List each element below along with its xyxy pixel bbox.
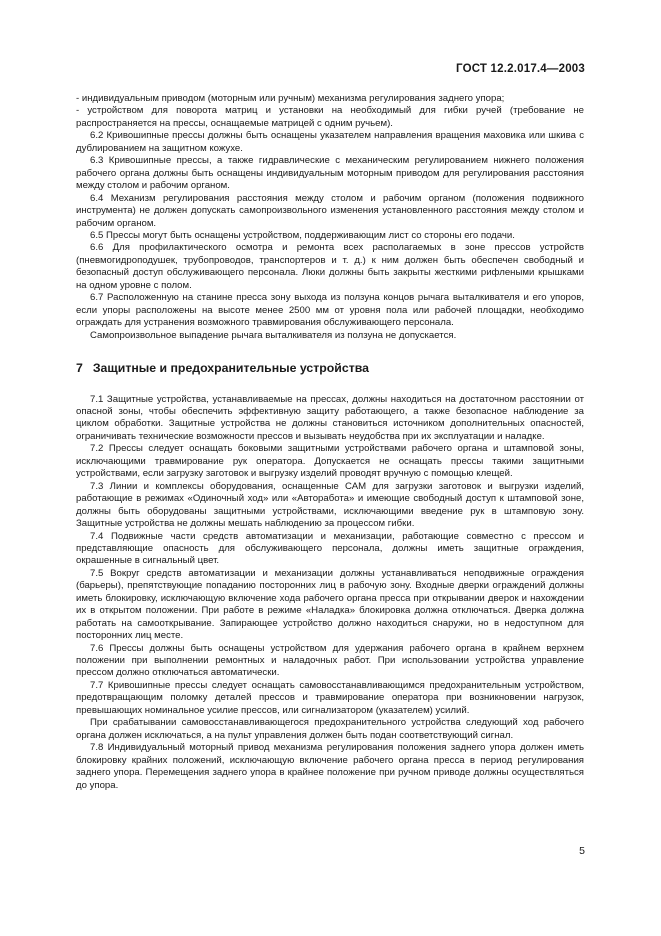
section-number: 7 <box>76 361 83 376</box>
paragraph-7-7-note: При срабатывании самовосстанавливающегося предохранительного устройства следующий ход рабочего органа должен исключаться, а на пульт управления должен быть подан соответствующий сигнал. <box>76 717 584 741</box>
paragraph-6-2: 6.2 Кривошипные прессы должны быть оснащены указателем направления вращения маховика или шкива с дублированием на защитном кожухе. <box>76 130 584 154</box>
section-title: Защитные и предохранительные устройства <box>92 361 369 376</box>
paragraph-6-7-note: Самопроизвольное выпадение рычага выталкивателя из ползуна не допускается. <box>90 329 457 341</box>
paragraph-7-1: 7.1 Защитные устройства, устанавливаемые на прессах, должны находиться на достаточном расстоянии от опасной зоны, чтобы обеспечить эффективную защиту работающего, а также безопасное наблюдение за циклом обработки. Защитные устройства не должны становиться источником дополнительных опасностей, ограничивать технические возможности прессов и вызывать неудобства при их эксплуатации и наладке. <box>76 393 584 442</box>
list-item: - устройством для поворота матриц и установки на необходимый для гибки ручей (требование не распространяется на прессы, оснащаемые матрицей с одним ручьем). <box>76 105 584 129</box>
paragraph-6-5: 6.5 Прессы могут быть оснащены устройством, поддерживающим лист со стороны его подачи. <box>90 229 515 241</box>
paragraph-7-6: 7.6 Прессы должны быть оснащены устройством для удержания рабочего органа в крайнем верхнем положении при выполнении ремонтных и наладочных работ. При использовании устройства управление прессом должно отключаться автоматически. <box>76 642 584 679</box>
paragraph-6-4: 6.4 Механизм регулирования расстояния между столом и рабочим органом (положения подвижного инструмента) не должен допускать самопроизвольного изменения установленного расстояния между столом и рабочим органом. <box>76 192 584 229</box>
paragraph-6-7: 6.7 Расположенную на станине пресса зону выхода из ползуна концов рычага выталкивателя и его упоров, если упоры расположены на высоте менее 2500 мм от уровня пола или рабочей площадки, необходимо ограждать для устранения возможного травмирования обслуживающего персонала. <box>76 292 584 329</box>
paragraph-7-3: 7.3 Линии и комплексы оборудования, оснащенные САМ для загрузки заготовок и выгрузки изделий, работающие в режимах «Одиночный ход» или «Авторабота» и имеющие свободный доступ к штамповой зоне, должны быть оборудованы защитными устройствами, исключающими введение рук в штамповую зону. Защитные устройства не должны мешать наблюдению за процессом гибки. <box>76 480 584 530</box>
list-item: - индивидуальным приводом (моторным или ручным) механизма регулирования заднего упора; <box>76 93 505 104</box>
paragraph-7-5: 7.5 Вокруг средств автоматизации и механизации должны устанавливаться неподвижные ограждения (барьеры), препятствующие попаданию посторонних лиц в рабочую зону. Входные дверки ограждений должны иметь блокировку, исключающую включение хода рабочего органа пресса при открывании дверок и нахождении их в открытом положении. При работе в режиме «Наладка» блокировка должна отключаться. Дверка должна работать на самооткрывание. Запирающее устройство должно находиться снаружи, но в недоступном для посторонних лиц месте. <box>76 567 584 642</box>
paragraph-6-3: 6.3 Кривошипные прессы, а также гидравлические с механическим регулированием нижнего положения рабочего органа должны быть оснащены индивидуальным моторным приводом для регулирования расстояния между столом и рабочим органом. <box>76 155 584 192</box>
paragraph-7-7: 7.7 Кривошипные прессы следует оснащать самовосстанавливающимся предохранительным устройством, предотвращающим поломку деталей прессов и травмирование оператора при возникновении нагрузок, превышающих номинальное усилие прессов, или сигнализатором (указателем) усилий. <box>76 679 584 716</box>
paragraph-6-6: 6.6 Для профилактического осмотра и ремонта всех располагаемых в зоне прессов устройств (пневмогидроподушек, трубопроводов, транспортеров и т. д.) к ним должен быть обеспечен свободный и безопасный доступ обслуживающего персонала. Люки должны быть закрыты жесткими рифлеными крышками на одном уровне с полом. <box>76 242 584 291</box>
paragraph-7-8: 7.8 Индивидуальный моторный привод механизма регулирования положения заднего упора должен иметь блокировку крайних положений, исключающую включение рабочего органа пресса в период регулирования заднего упора. Перемещения заднего упора в крайнее положение при ручном приводе должны осуществляться до упора. <box>76 742 584 791</box>
standard-code-header: ГОСТ 12.2.017.4—2003 <box>456 63 585 75</box>
paragraph-7-4: 7.4 Подвижные части средств автоматизации и механизации, работающие совместно с прессом и представляющие опасность для обслуживающего персонала, должны иметь защитные ограждения, окрашенные в сигнальный цвет. <box>76 530 584 567</box>
section-heading <box>76 362 584 374</box>
page-number: 5 <box>579 845 585 857</box>
paragraph-7-2: 7.2 Прессы следует оснащать боковыми защитными устройствами рабочего органа и штамповой зоны, исключающими травмирование рук оператора. Допускается не оснащать прессы такими защитными устройствами, если загрузку заготовок и выгрузку изделий проводят вручную с помощью клещей. <box>76 443 584 480</box>
document-body <box>76 93 584 792</box>
